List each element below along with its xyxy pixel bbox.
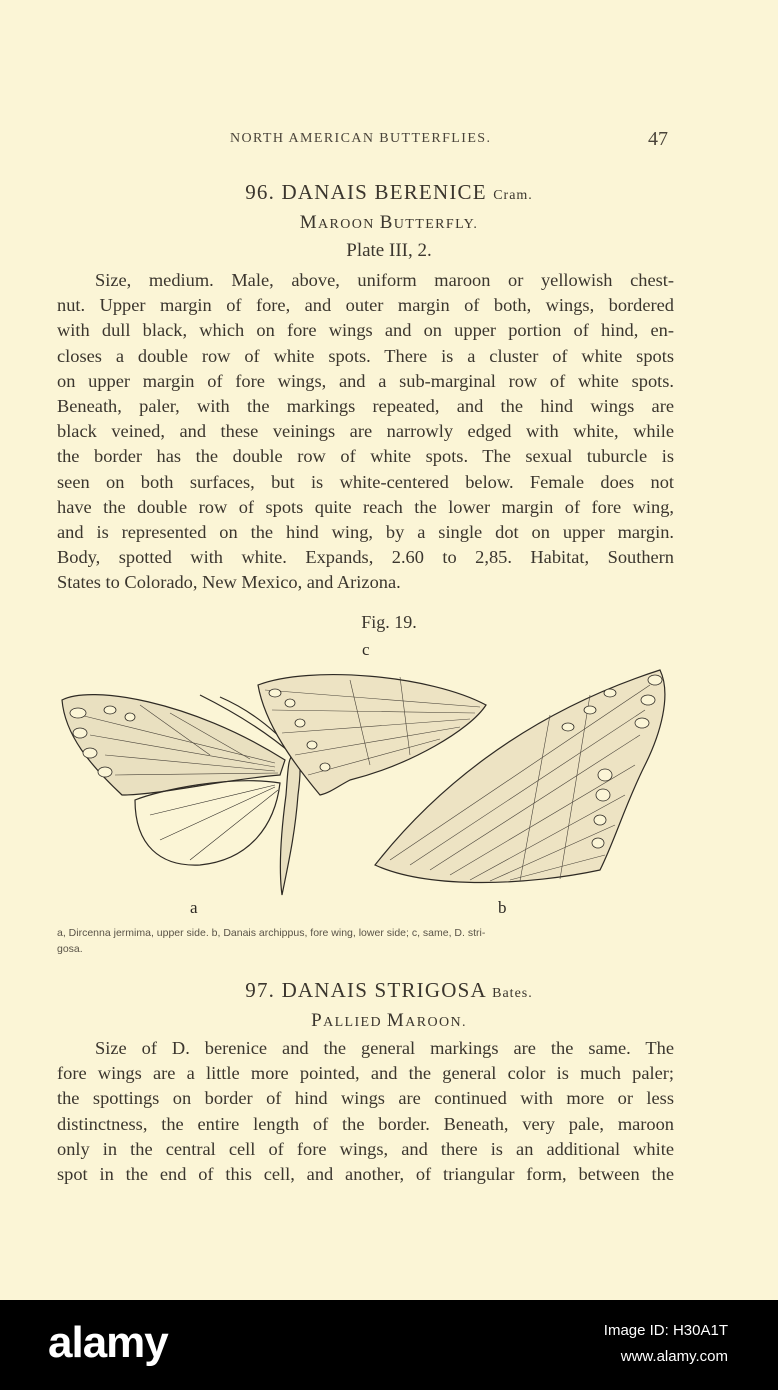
figure-label: Fig. 19. <box>361 612 417 632</box>
page-number: 47 <box>648 128 668 150</box>
species-96-plate-ref: Plate III, 2. <box>346 240 432 261</box>
figure-caption: a, Dircenna jermima, upper side. b, Danais archippus, fore wing, lower side; c, same, D. stri- gosa. <box>57 927 486 955</box>
body-a <box>280 754 300 895</box>
site-url: www.alamy.com <box>620 1348 728 1365</box>
figure-letter-c: c <box>362 640 370 659</box>
species-96-description: Size, medium. Male, above, uniform maroon or yellowish chest- nut. Upper margin of fore, and outer margin of both, wings, bordered with dull black, which on fore wings and on upper portion of hind, en- closes a double row of white spots. There is a cluster of white spots on upper margin of fore wings, and a sub-marginal row of white spots. Beneath, paler, with the markings repeated, and the hind wings are black veined, and these veinings are narrowly edged with white, while the border has the double row of white spots. The sexual tuburcle is seen on both surfaces, but is white-centered below. Female does not have the double row of spots quite reach the lower margin of fore wing, and is represented on the hind wing, by a single dot on upper margin. Body, spotted with white. Expands, 2.60 to 2,85. Habitat, Southern States to Colorado, New Mexico, and Arizona. <box>57 270 674 593</box>
running-head: NORTH AMERICAN BUTTERFLIES. <box>230 131 492 146</box>
figure-letter-a: a <box>190 898 198 917</box>
butterfly-engraving <box>50 655 680 905</box>
species-96-common-name: MAROON BUTTERFLY. <box>299 212 479 233</box>
species-96-title: 96. DANAIS BERENICE Cram. <box>245 180 533 204</box>
image-id-label: Image ID: H30A1T <box>603 1322 728 1339</box>
figure-letter-b: b <box>498 898 507 917</box>
species-97-common-name: PALLIED MAROON. <box>311 1010 467 1031</box>
species-97-title: 97. DANAIS STRIGOSA Bates. <box>245 978 533 1002</box>
wing-a-fore <box>62 695 285 795</box>
alamy-logo: alamy <box>48 1318 168 1367</box>
species-97-description: Size of D. berenice and the general markings are the same. The fore wings are a little more pointed, and the general color is much paler; the spottings on border of hind wings are continued with more or less distinctness, the entire length of the border. Beneath, very pale, maroon only in the central cell of fore wings, and there is an additional white spot in the end of this cell, and another, of triangular form, between the <box>57 1038 674 1185</box>
wing-a-hind <box>135 781 280 865</box>
